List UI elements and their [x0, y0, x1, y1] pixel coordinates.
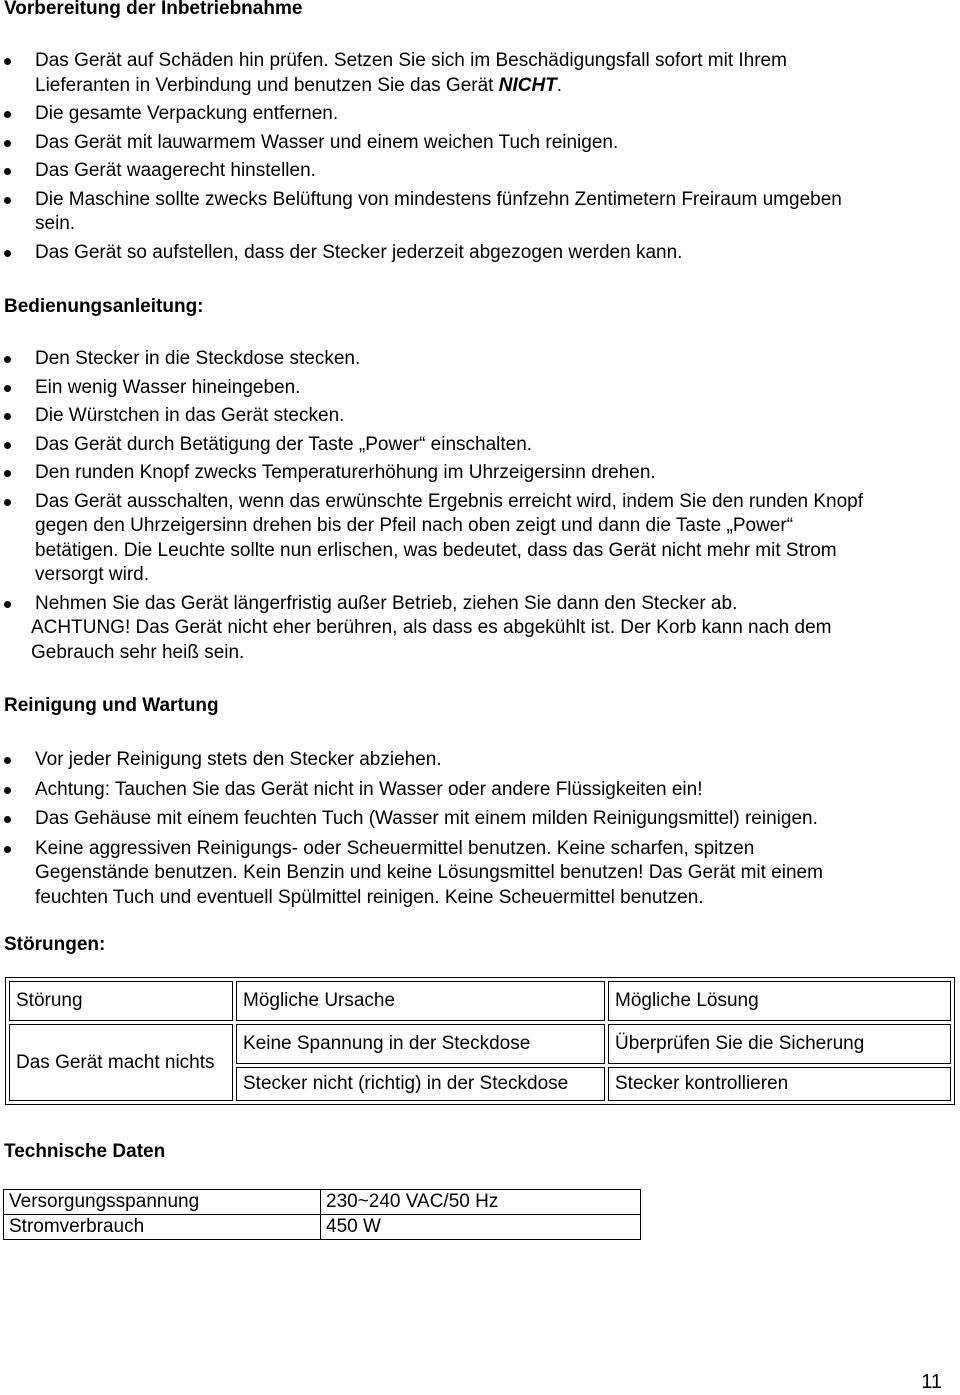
- bullet-icon: [4, 470, 11, 477]
- list-item: Nehmen Sie das Gerät längerfristig außer Betrieb, ziehen Sie dann den Stecker ab. ACHTUNG! Das Gerät nicht eher berühren, als dass es abgekühlt ist. Der Korb kann nach dem Gebrauch sehr heiß sein.: [0, 592, 950, 666]
- section-title-bedienung: Bedienungsanleitung:: [4, 296, 204, 317]
- table-row: [9, 1024, 951, 1064]
- table-cell-value: 450 W: [321, 1215, 641, 1240]
- bullet-icon: [4, 442, 11, 449]
- page-number: 11: [921, 1371, 942, 1393]
- table-header-cell: Störung: [9, 981, 233, 1021]
- table-header-cell: Mögliche Ursache: [236, 981, 605, 1021]
- bullet-icon: [4, 385, 11, 392]
- list-item: Den runden Knopf zwecks Temperaturerhöhung im Uhrzeigersinn drehen.: [0, 461, 950, 486]
- emphasis-text: NICHT: [498, 74, 557, 96]
- list-item: Das Gerät auf Schäden hin prüfen. Setzen Sie sich im Beschädigungsfall sofort mit Ihrem Lieferanten in Verbindung und benutzen Sie das Gerät NICHT.: [0, 49, 950, 98]
- table-cell-solution: Überprüfen Sie die Sicherung: [608, 1024, 951, 1064]
- table-cell-label: Versorgungsspannung: [4, 1190, 321, 1215]
- bullet-icon: [4, 413, 11, 420]
- tech-table: [3, 1189, 641, 1240]
- table-row: [4, 1215, 641, 1240]
- table-cell-cause: Keine Spannung in der Steckdose: [236, 1024, 605, 1064]
- list-reinigung: [0, 748, 950, 910]
- list-inbetriebnahme: [0, 49, 950, 265]
- bullet-icon: [4, 197, 11, 204]
- list-item: Den Stecker in die Steckdose stecken.: [0, 347, 950, 372]
- warning-text: ACHTUNG! Das Gerät nicht eher berühren, als dass es abgekühlt ist. Der Korb kann nach dem Gebrauch sehr heiß sein.: [31, 617, 832, 663]
- bullet-icon: [4, 111, 11, 118]
- fault-table: [5, 977, 955, 1105]
- list-item: Das Gerät durch Betätigung der Taste „Power“ einschalten.: [0, 433, 950, 458]
- list-item: Das Gerät ausschalten, wenn das erwünschte Ergebnis erreicht wird, indem Sie den runden Knopf gegen den Uhrzeigersinn drehen bis der Pfeil nach oben zeigt und dann die Taste „Power“ betätigen. Die Leuchte sollte nun erlischen, was bedeutet, dass das Gerät nicht mehr mit Strom versorgt wird.: [0, 490, 950, 588]
- list-item: Das Gerät waagerecht hinstellen.: [0, 159, 950, 184]
- list-item: Die Maschine sollte zwecks Belüftung von mindestens fünfzehn Zentimetern Freiraum umgeben sein.: [0, 188, 950, 237]
- bullet-icon: [4, 140, 11, 147]
- list-item: Ein wenig Wasser hineingeben.: [0, 376, 950, 401]
- bullet-icon: [4, 601, 11, 608]
- list-item: Das Gehäuse mit einem feuchten Tuch (Wasser mit einem milden Reinigungsmittel) reinigen.: [0, 807, 950, 832]
- table-header-row: [9, 981, 951, 1021]
- list-item: Das Gerät mit lauwarmem Wasser und einem weichen Tuch reinigen.: [0, 131, 950, 156]
- section-title-stoerungen: Störungen:: [4, 934, 106, 955]
- bullet-icon: [4, 787, 11, 794]
- section-title-technik: Technische Daten: [4, 1141, 166, 1162]
- bullet-icon: [4, 168, 11, 175]
- list-bedienung: [0, 347, 950, 665]
- bullet-icon: [4, 816, 11, 823]
- table-cell-fault: Das Gerät macht nichts: [9, 1024, 233, 1101]
- section-title-inbetriebnahme: Vorbereitung der Inbetriebnahme: [4, 0, 303, 19]
- table-header-cell: Mögliche Lösung: [608, 981, 951, 1021]
- bullet-icon: [4, 499, 11, 506]
- list-item: Die Würstchen in das Gerät stecken.: [0, 404, 950, 429]
- section-title-reinigung: Reinigung und Wartung: [4, 695, 219, 716]
- table-cell-value: 230~240 VAC/50 Hz: [321, 1190, 641, 1215]
- list-item: Das Gerät so aufstellen, dass der Stecker jederzeit abgezogen werden kann.: [0, 241, 950, 266]
- table-cell-label: Stromverbrauch: [4, 1215, 321, 1240]
- list-item: Keine aggressiven Reinigungs- oder Scheuermittel benutzen. Keine scharfen, spitzen Gegenstände benutzen. Kein Benzin und keine Lösungsmittel benutzen! Das Gerät mit einem feuchten Tuch und eventuell Spülmittel reinigen. Keine Scheuermittel benutzen.: [0, 837, 950, 911]
- table-row: [4, 1190, 641, 1215]
- table-cell-cause: Stecker nicht (richtig) in der Steckdose: [236, 1067, 605, 1101]
- list-item: Achtung: Tauchen Sie das Gerät nicht in Wasser oder andere Flüssigkeiten ein!: [0, 778, 950, 803]
- list-item: Die gesamte Verpackung entfernen.: [0, 102, 950, 127]
- bullet-icon: [4, 58, 11, 65]
- list-item: Vor jeder Reinigung stets den Stecker abziehen.: [0, 748, 950, 773]
- bullet-icon: [4, 757, 11, 764]
- table-cell-solution: Stecker kontrollieren: [608, 1067, 951, 1101]
- bullet-icon: [4, 250, 11, 257]
- bullet-icon: [4, 356, 11, 363]
- bullet-icon: [4, 846, 11, 853]
